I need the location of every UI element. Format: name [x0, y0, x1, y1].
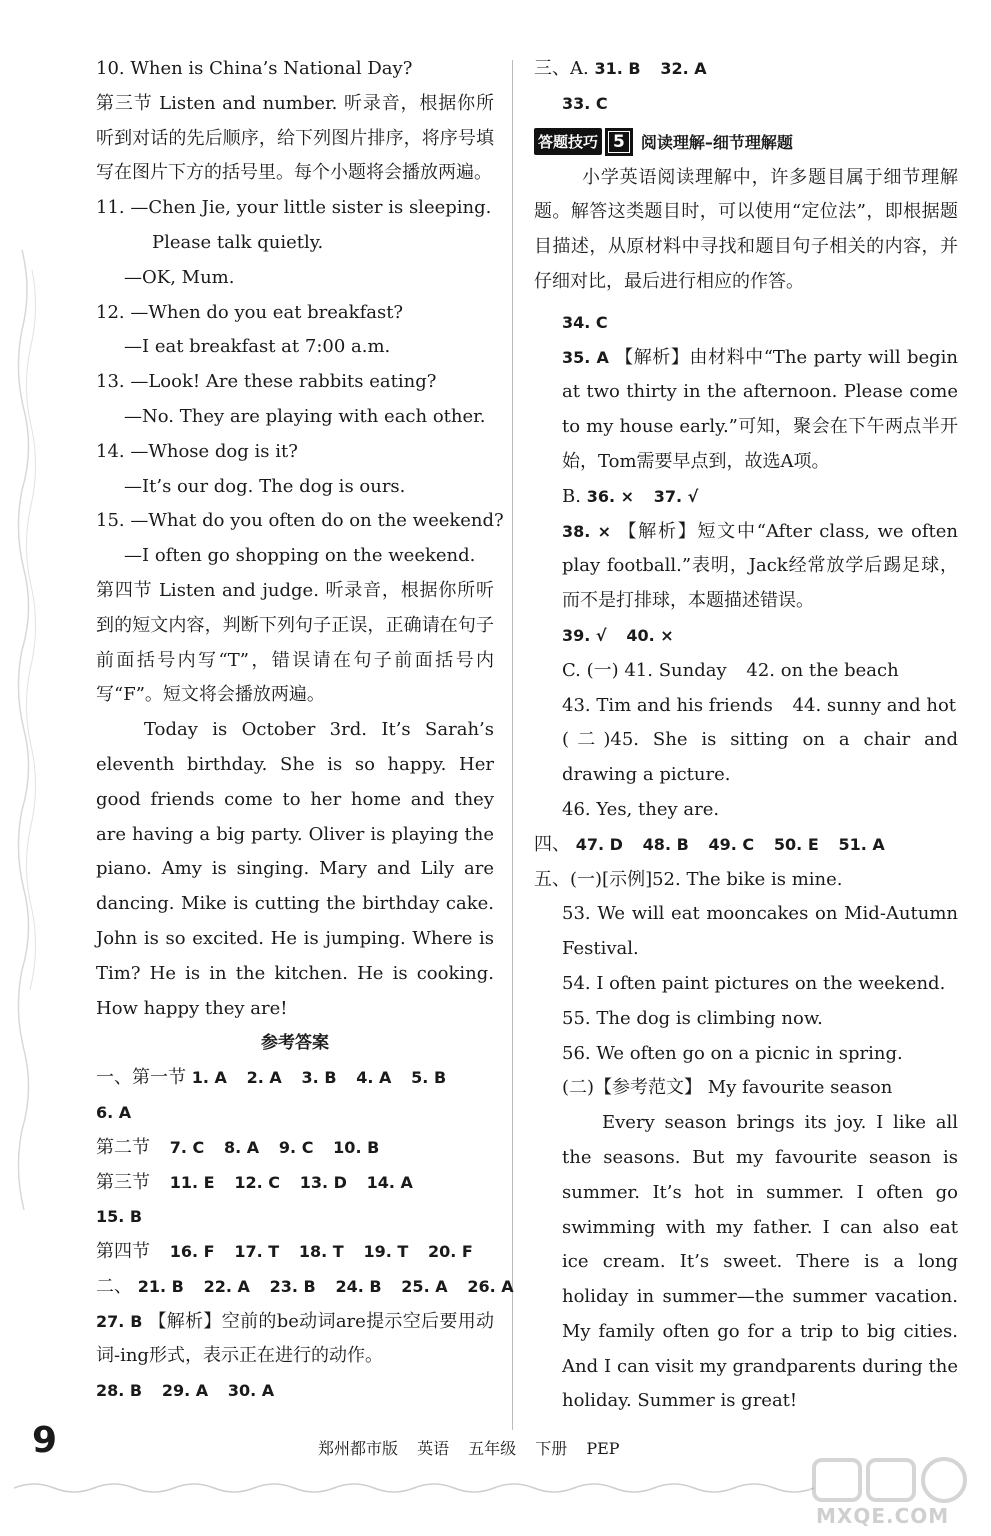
- answer-38-explanation: [534, 515, 958, 619]
- answer-42: 42. on the beach: [746, 659, 899, 681]
- answer-3: 3. B: [301, 1068, 337, 1088]
- answers-row-5: [96, 1200, 494, 1235]
- answers-row-43: [534, 689, 958, 724]
- answer-55: 55. The dog is climbing now.: [562, 1007, 823, 1029]
- dialog-12-line-2: —I eat breakfast at 7:00 a.m.: [124, 336, 391, 358]
- answer-51: 51. A: [838, 834, 885, 854]
- answer-19: 19. T: [363, 1242, 409, 1262]
- answers-row-41-prefix: C. (一): [562, 659, 619, 681]
- right-column: [534, 52, 958, 1419]
- answer-27: 27. B: [96, 1311, 143, 1331]
- dialog-15-line-1: 15. —What do you often do on the weekend?: [96, 510, 504, 532]
- answer-25: 25. A: [401, 1276, 448, 1296]
- answer-28: 28. B: [96, 1381, 143, 1401]
- answer-10: 10. B: [333, 1137, 380, 1157]
- dialog-13-line-1: 13. —Look! Are these rabbits eating?: [96, 371, 437, 393]
- answers-row-7: [96, 1270, 514, 1305]
- answers-title: 参考答案: [261, 1033, 329, 1054]
- sample-essay: Every season brings its joy. I like all the seasons. But my favourite season is summer. It’s hot in summer. I often go swimming with my father. I can also eat ice cream. It’s sweet. There is a long holiday in summer—the summer vacation. My family often go for a trip to big cities. And I can visit my grandparents during the holiday. Summer is great!: [562, 1112, 958, 1412]
- answer-22: 22. A: [203, 1276, 250, 1296]
- watermark: [806, 1456, 976, 1536]
- answers-row-46: [534, 793, 958, 828]
- answer-29: 29. A: [161, 1381, 209, 1401]
- footer-text: 郑州都市版 英语 五年级 下册 PEP: [318, 1439, 620, 1458]
- answers-row-34: [534, 306, 958, 341]
- left-column: [96, 52, 514, 1409]
- essay-title: My favourite season: [707, 1077, 893, 1099]
- answer-31: 31. B: [594, 59, 641, 78]
- question-10: 10. When is China’s National Day?: [96, 58, 413, 79]
- answer-21: 21. B: [137, 1276, 184, 1296]
- dialog-11-line-2: Please talk quietly.: [152, 231, 324, 253]
- answer-34: 34. C: [562, 312, 608, 332]
- side-decoration: [14, 250, 44, 1250]
- tip-heading: [534, 125, 958, 159]
- answer-32: 32. A: [660, 59, 707, 78]
- answer-35-explanation: [534, 341, 958, 480]
- answer-8: 8. A: [224, 1137, 260, 1157]
- answers-row-31-prefix: 三、A.: [534, 58, 589, 79]
- answers-row-41: [534, 654, 958, 689]
- column-divider: [512, 60, 513, 1430]
- answer-49: 49. C: [708, 834, 755, 854]
- tip-title: 阅读理解–细节理解题: [640, 133, 793, 153]
- answers-row-2: [96, 1096, 494, 1131]
- tip-number: 5: [605, 128, 633, 156]
- answer-5: 5. B: [411, 1068, 447, 1088]
- answer-56: 56. We often go on a picnic in spring.: [562, 1042, 903, 1064]
- answer-18: 18. T: [298, 1242, 344, 1262]
- answer-35-tag: 【解析】: [615, 346, 690, 368]
- dialog-12-line-1: 12. —When do you eat breakfast?: [96, 301, 404, 323]
- answer-40: 40. ×: [626, 625, 674, 645]
- answer-36: 36. ×: [586, 486, 635, 506]
- answers-row-4: [96, 1166, 494, 1201]
- answers-row-9: [96, 1374, 494, 1409]
- answer-27-text: 空前的be动词are提示空后要用动词-ing形式，表示正在进行的动作。: [96, 1310, 495, 1367]
- answers-row-36: [534, 480, 958, 515]
- answers-row-33: [534, 87, 958, 122]
- answers-row-31: [534, 52, 958, 87]
- answers-row-52-prefix: 五、(一)[示例]: [534, 868, 653, 890]
- page-number: 9: [32, 1420, 58, 1461]
- tip-paragraph: 小学英语阅读理解中，许多题目属于细节理解题。解答这类题目时，可以使用“定位法”，即根据题目描述，从原材料中寻找和题目句子相关的内容，并仔细对比，最后进行相应的作答。: [534, 166, 958, 292]
- answers-row-6-prefix: 第四节: [96, 1241, 150, 1263]
- answer-35: 35. A: [562, 347, 609, 367]
- answer-17: 17. T: [234, 1242, 280, 1262]
- answers-row-45-prefix: (二): [562, 729, 611, 751]
- answer-38: 38. ×: [562, 521, 612, 541]
- tip-label: 答题技巧: [534, 128, 602, 155]
- answers-row-52: [534, 863, 958, 898]
- answer-2: 2. A: [246, 1068, 282, 1088]
- answers-row-39: [534, 619, 958, 654]
- answer-41: 41. Sunday: [624, 659, 727, 681]
- dialog-15-line-2: —I often go shopping on the weekend.: [124, 545, 476, 567]
- essay-prefix: (二): [562, 1077, 595, 1099]
- answer-27-explanation: [96, 1305, 494, 1375]
- answers-row-47-prefix: 四、: [534, 833, 570, 855]
- answer-50: 50. E: [773, 834, 819, 854]
- answers-row-47: [534, 828, 958, 863]
- section-3-instructions: 第三节 Listen and number. 听录音，根据你所听到对话的先后顺序，给下列图片排序，将序号填写在图片下方的括号里。每个小题将会播放两遍。: [96, 92, 494, 184]
- listening-passage: Today is October 3rd. It’s Sarah’s eleventh birthday. She is so happy. Her good friends come to her home and they are having a big party. Oliver is playing the piano. Amy is singing. Mary and Lily are dancing. Mike is cutting the birthday cake. John is so excited. He is jumping. Where is Tim? He is in the kitchen. He is cooking. How happy they are!: [96, 719, 494, 1019]
- answers-row-3: [96, 1131, 494, 1166]
- answer-23: 23. B: [269, 1276, 316, 1296]
- answer-6: 6. A: [96, 1102, 132, 1122]
- answer-20: 20. F: [428, 1242, 473, 1262]
- section-4-instructions: 第四节 Listen and judge. 听录音，根据你所听到的短文内容，判断下列句子正误，正确请在句子前面括号内写“T”，错误请在句子前面括号内写“F”。短文将会播放两遍。: [96, 579, 494, 706]
- answer-37: 37. √: [653, 486, 699, 506]
- answer-53: 53. We will eat mooncakes on Mid-Autumn Festival.: [562, 903, 958, 960]
- answer-15: 15. B: [96, 1207, 143, 1227]
- watermark-logo-icon: [806, 1456, 976, 1506]
- answer-24: 24. B: [335, 1276, 382, 1296]
- answer-26: 26. A: [467, 1276, 514, 1296]
- answer-4: 4. A: [356, 1068, 392, 1088]
- answers-row-3-prefix: 第二节: [96, 1136, 150, 1158]
- answers-row-45: [534, 723, 958, 793]
- answers-row-7-prefix: 二、: [96, 1275, 132, 1297]
- answer-46: 46. Yes, they are.: [562, 798, 720, 820]
- answer-7: 7. C: [169, 1137, 205, 1157]
- answers-row-1: [96, 1061, 494, 1096]
- answer-14: 14. A: [366, 1172, 413, 1192]
- answer-38-tag: 【解析】: [618, 520, 698, 542]
- answer-33: 33. C: [562, 93, 608, 113]
- answers-row-36-prefix: B.: [562, 485, 581, 507]
- answer-48: 48. B: [642, 834, 689, 854]
- dialog-11-line-3: —OK, Mum.: [124, 266, 235, 288]
- essay-tag: 【参考范文】: [594, 1077, 703, 1099]
- watermark-text: MXQE.COM: [816, 1504, 950, 1528]
- answer-39: 39. √: [562, 625, 607, 645]
- answer-54: 54. I often paint pictures on the weekend.: [562, 972, 946, 994]
- dialog-14-line-2: —It’s our dog. The dog is ours.: [124, 475, 406, 497]
- answer-16: 16. F: [169, 1242, 215, 1262]
- answer-13: 13. D: [299, 1172, 347, 1192]
- answer-30: 30. A: [227, 1381, 275, 1401]
- answer-43: 43. Tim and his friends: [562, 694, 773, 716]
- answer-9: 9. C: [278, 1137, 314, 1157]
- answers-row-6: [96, 1235, 494, 1270]
- answers-row-4-prefix: 第三节: [96, 1171, 150, 1193]
- answer-1: 1. A: [191, 1068, 227, 1088]
- answer-12: 12. C: [234, 1172, 280, 1192]
- essay-heading: [534, 1071, 958, 1106]
- answer-11: 11. E: [169, 1172, 215, 1192]
- answer-47: 47. D: [575, 834, 623, 854]
- answer-38-text: 短文中“After class, we often play football.”表明，Jack经常放学后踢足球，而不是打排球，本题描述错误。: [562, 520, 958, 612]
- answer-45: 45. She is sitting on a chair and drawing a picture.: [562, 729, 959, 786]
- answer-44: 44. sunny and hot: [792, 694, 957, 716]
- dialog-13-line-2: —No. They are playing with each other.: [124, 405, 486, 427]
- dialog-11-line-1: 11. —Chen Jie, your little sister is sleeping.: [96, 197, 492, 219]
- answers-row-1-prefix: 一、第一节: [96, 1067, 186, 1089]
- answer-27-tag: 【解析】: [148, 1310, 222, 1332]
- answer-35-text: 由材料中“The party will begin at two thirty in the afternoon. Please come to my house early.”可知，聚会在下午两点半开始，Tom需要早点到，故选A项。: [562, 346, 959, 472]
- dialog-14-line-1: 14. —Whose dog is it?: [96, 440, 298, 462]
- answer-52: 52. The bike is mine.: [652, 868, 843, 890]
